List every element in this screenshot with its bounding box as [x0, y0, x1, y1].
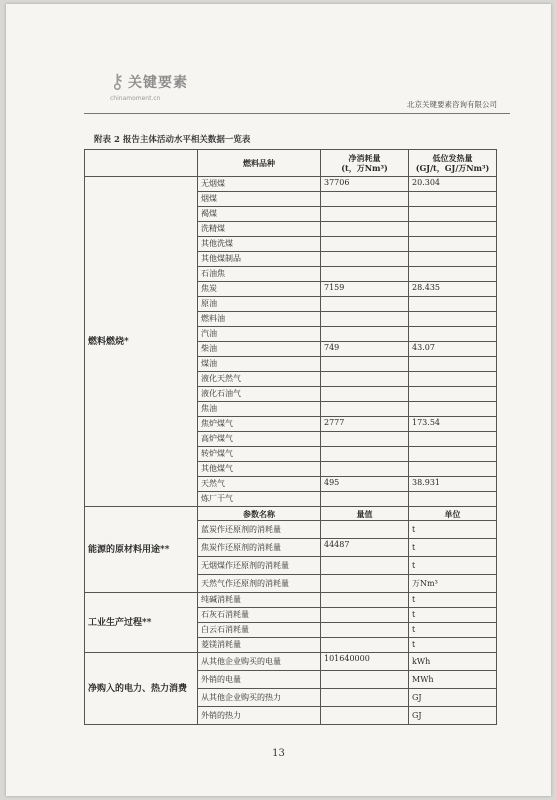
param-value	[321, 557, 409, 575]
fuel-consumption	[321, 297, 409, 312]
document-page	[6, 4, 551, 796]
fuel-consumption	[321, 312, 409, 327]
fuel-consumption	[321, 237, 409, 252]
header-fuel-variety: 燃料品种	[198, 150, 321, 177]
fuel-name: 其他煤气	[198, 462, 321, 477]
fuel-name: 柴油	[198, 342, 321, 357]
param-value	[321, 671, 409, 689]
param-name: 白云石消耗量	[198, 623, 321, 638]
fuel-row	[85, 177, 497, 192]
param-value	[321, 689, 409, 707]
fuel-name: 石油焦	[198, 267, 321, 282]
fuel-consumption: 2777	[321, 417, 409, 432]
param-value	[321, 623, 409, 638]
company-logo	[106, 70, 196, 106]
fuel-consumption	[321, 372, 409, 387]
param-unit: t	[409, 638, 497, 653]
fuel-heat-value	[409, 327, 497, 342]
param-unit: kWh	[409, 653, 497, 671]
fuel-consumption	[321, 207, 409, 222]
fuel-consumption	[321, 327, 409, 342]
group-fuel-combustion: 燃料燃烧*	[85, 177, 198, 507]
param-name: 无烟煤作还原剂的消耗量	[198, 557, 321, 575]
fuel-name: 汽油	[198, 327, 321, 342]
header-heat-value	[409, 150, 497, 177]
fuel-heat-value	[409, 222, 497, 237]
param-value	[321, 638, 409, 653]
param-value: 101640000	[321, 653, 409, 671]
fuel-consumption	[321, 402, 409, 417]
fuel-name: 其他洗煤	[198, 237, 321, 252]
param-header-row	[85, 507, 497, 521]
fuel-consumption	[321, 222, 409, 237]
fuel-heat-value: 173.54	[409, 417, 497, 432]
param-unit: t	[409, 557, 497, 575]
fuel-name: 焦炉煤气	[198, 417, 321, 432]
table-caption: 附表 2 报告主体活动水平相关数据一览表	[94, 135, 251, 145]
fuel-heat-value	[409, 297, 497, 312]
fuel-heat-value	[409, 252, 497, 267]
param-value	[321, 575, 409, 593]
logo-text: 关键要素	[128, 75, 188, 91]
fuel-name: 烟煤	[198, 192, 321, 207]
header-consumption-label: 净消耗量	[348, 153, 381, 163]
param-unit: GJ	[409, 689, 497, 707]
group-raw_material: 能源的原材料用途**	[85, 507, 198, 593]
fuel-heat-value: 20.304	[409, 177, 497, 192]
header-heat-value-unit: (GJ/t，GJ/万Nm³)	[415, 163, 490, 173]
fuel-heat-value	[409, 492, 497, 507]
param-unit: t	[409, 608, 497, 623]
fuel-heat-value	[409, 447, 497, 462]
param-value	[321, 593, 409, 608]
param-header-value: 量值	[321, 507, 409, 521]
fuel-heat-value	[409, 357, 497, 372]
param-name: 外销的电量	[198, 671, 321, 689]
fuel-consumption	[321, 252, 409, 267]
param-value	[321, 521, 409, 539]
fuel-name: 褐煤	[198, 207, 321, 222]
param-unit: t	[409, 623, 497, 638]
fuel-heat-value: 28.435	[409, 282, 497, 297]
fuel-consumption	[321, 357, 409, 372]
fuel-consumption	[321, 192, 409, 207]
header-consumption-unit: (t，万Nm³)	[341, 163, 388, 173]
fuel-name: 天然气	[198, 477, 321, 492]
fuel-consumption: 37706	[321, 177, 409, 192]
fuel-heat-value: 43.07	[409, 342, 497, 357]
fuel-name: 焦炭	[198, 282, 321, 297]
fuel-consumption	[321, 387, 409, 402]
param-name: 焦炭作还原剂的消耗量	[198, 539, 321, 557]
header-heat-value-label: 低位发热量	[432, 153, 473, 163]
param-unit: 万Nm³	[409, 575, 497, 593]
fuel-name: 原油	[198, 297, 321, 312]
fuel-name: 焦油	[198, 402, 321, 417]
param-name: 天然气作还原剂的消耗量	[198, 575, 321, 593]
param-unit: GJ	[409, 707, 497, 725]
fuel-name: 洗精煤	[198, 222, 321, 237]
fuel-name: 液化天然气	[198, 372, 321, 387]
param-name: 蓝炭作还原剂的消耗量	[198, 521, 321, 539]
param-row	[85, 653, 497, 671]
fuel-consumption	[321, 447, 409, 462]
param-name: 纯碱消耗量	[198, 593, 321, 608]
fuel-heat-value	[409, 462, 497, 477]
company-name: 北京关键要素咨询有限公司	[407, 100, 497, 109]
header-blank	[85, 150, 198, 177]
fuel-heat-value	[409, 207, 497, 222]
table-header-row	[85, 150, 497, 177]
fuel-heat-value	[409, 372, 497, 387]
param-unit: MWh	[409, 671, 497, 689]
fuel-heat-value	[409, 267, 497, 282]
fuel-consumption	[321, 267, 409, 282]
fuel-heat-value	[409, 237, 497, 252]
activity-data-table	[84, 149, 497, 725]
logo-subtext: chinamoment.cn	[110, 95, 161, 102]
param-unit: t	[409, 521, 497, 539]
fuel-heat-value: 38.931	[409, 477, 497, 492]
header-divider	[84, 113, 510, 114]
group-purchased: 净购入的电力、热力消费	[85, 653, 198, 725]
fuel-heat-value	[409, 432, 497, 447]
fuel-name: 燃料油	[198, 312, 321, 327]
fuel-name: 其他煤制品	[198, 252, 321, 267]
fuel-consumption: 495	[321, 477, 409, 492]
fuel-name: 液化石油气	[198, 387, 321, 402]
group-industrial: 工业生产过程**	[85, 593, 198, 653]
header-consumption	[321, 150, 409, 177]
param-unit: t	[409, 539, 497, 557]
fuel-consumption	[321, 432, 409, 447]
param-value	[321, 707, 409, 725]
fuel-name: 高炉煤气	[198, 432, 321, 447]
fuel-heat-value	[409, 192, 497, 207]
fuel-heat-value	[409, 387, 497, 402]
fuel-name: 转炉煤气	[198, 447, 321, 462]
fuel-name: 炼厂干气	[198, 492, 321, 507]
param-name: 从其他企业购买的电量	[198, 653, 321, 671]
param-value	[321, 608, 409, 623]
param-name: 石灰石消耗量	[198, 608, 321, 623]
param-header-name: 参数名称	[198, 507, 321, 521]
fuel-name: 无烟煤	[198, 177, 321, 192]
param-header-unit: 单位	[409, 507, 497, 521]
param-value: 44487	[321, 539, 409, 557]
fuel-consumption	[321, 462, 409, 477]
param-row	[85, 593, 497, 608]
fuel-consumption: 7159	[321, 282, 409, 297]
fuel-heat-value	[409, 312, 497, 327]
fuel-heat-value	[409, 402, 497, 417]
fuel-consumption: 749	[321, 342, 409, 357]
param-name: 菱镁消耗量	[198, 638, 321, 653]
key-icon: ⚷	[110, 69, 125, 93]
page-number: 13	[272, 748, 285, 759]
param-unit: t	[409, 593, 497, 608]
param-name: 外销的热力	[198, 707, 321, 725]
param-name: 从其他企业购买的热力	[198, 689, 321, 707]
fuel-consumption	[321, 492, 409, 507]
fuel-name: 煤油	[198, 357, 321, 372]
